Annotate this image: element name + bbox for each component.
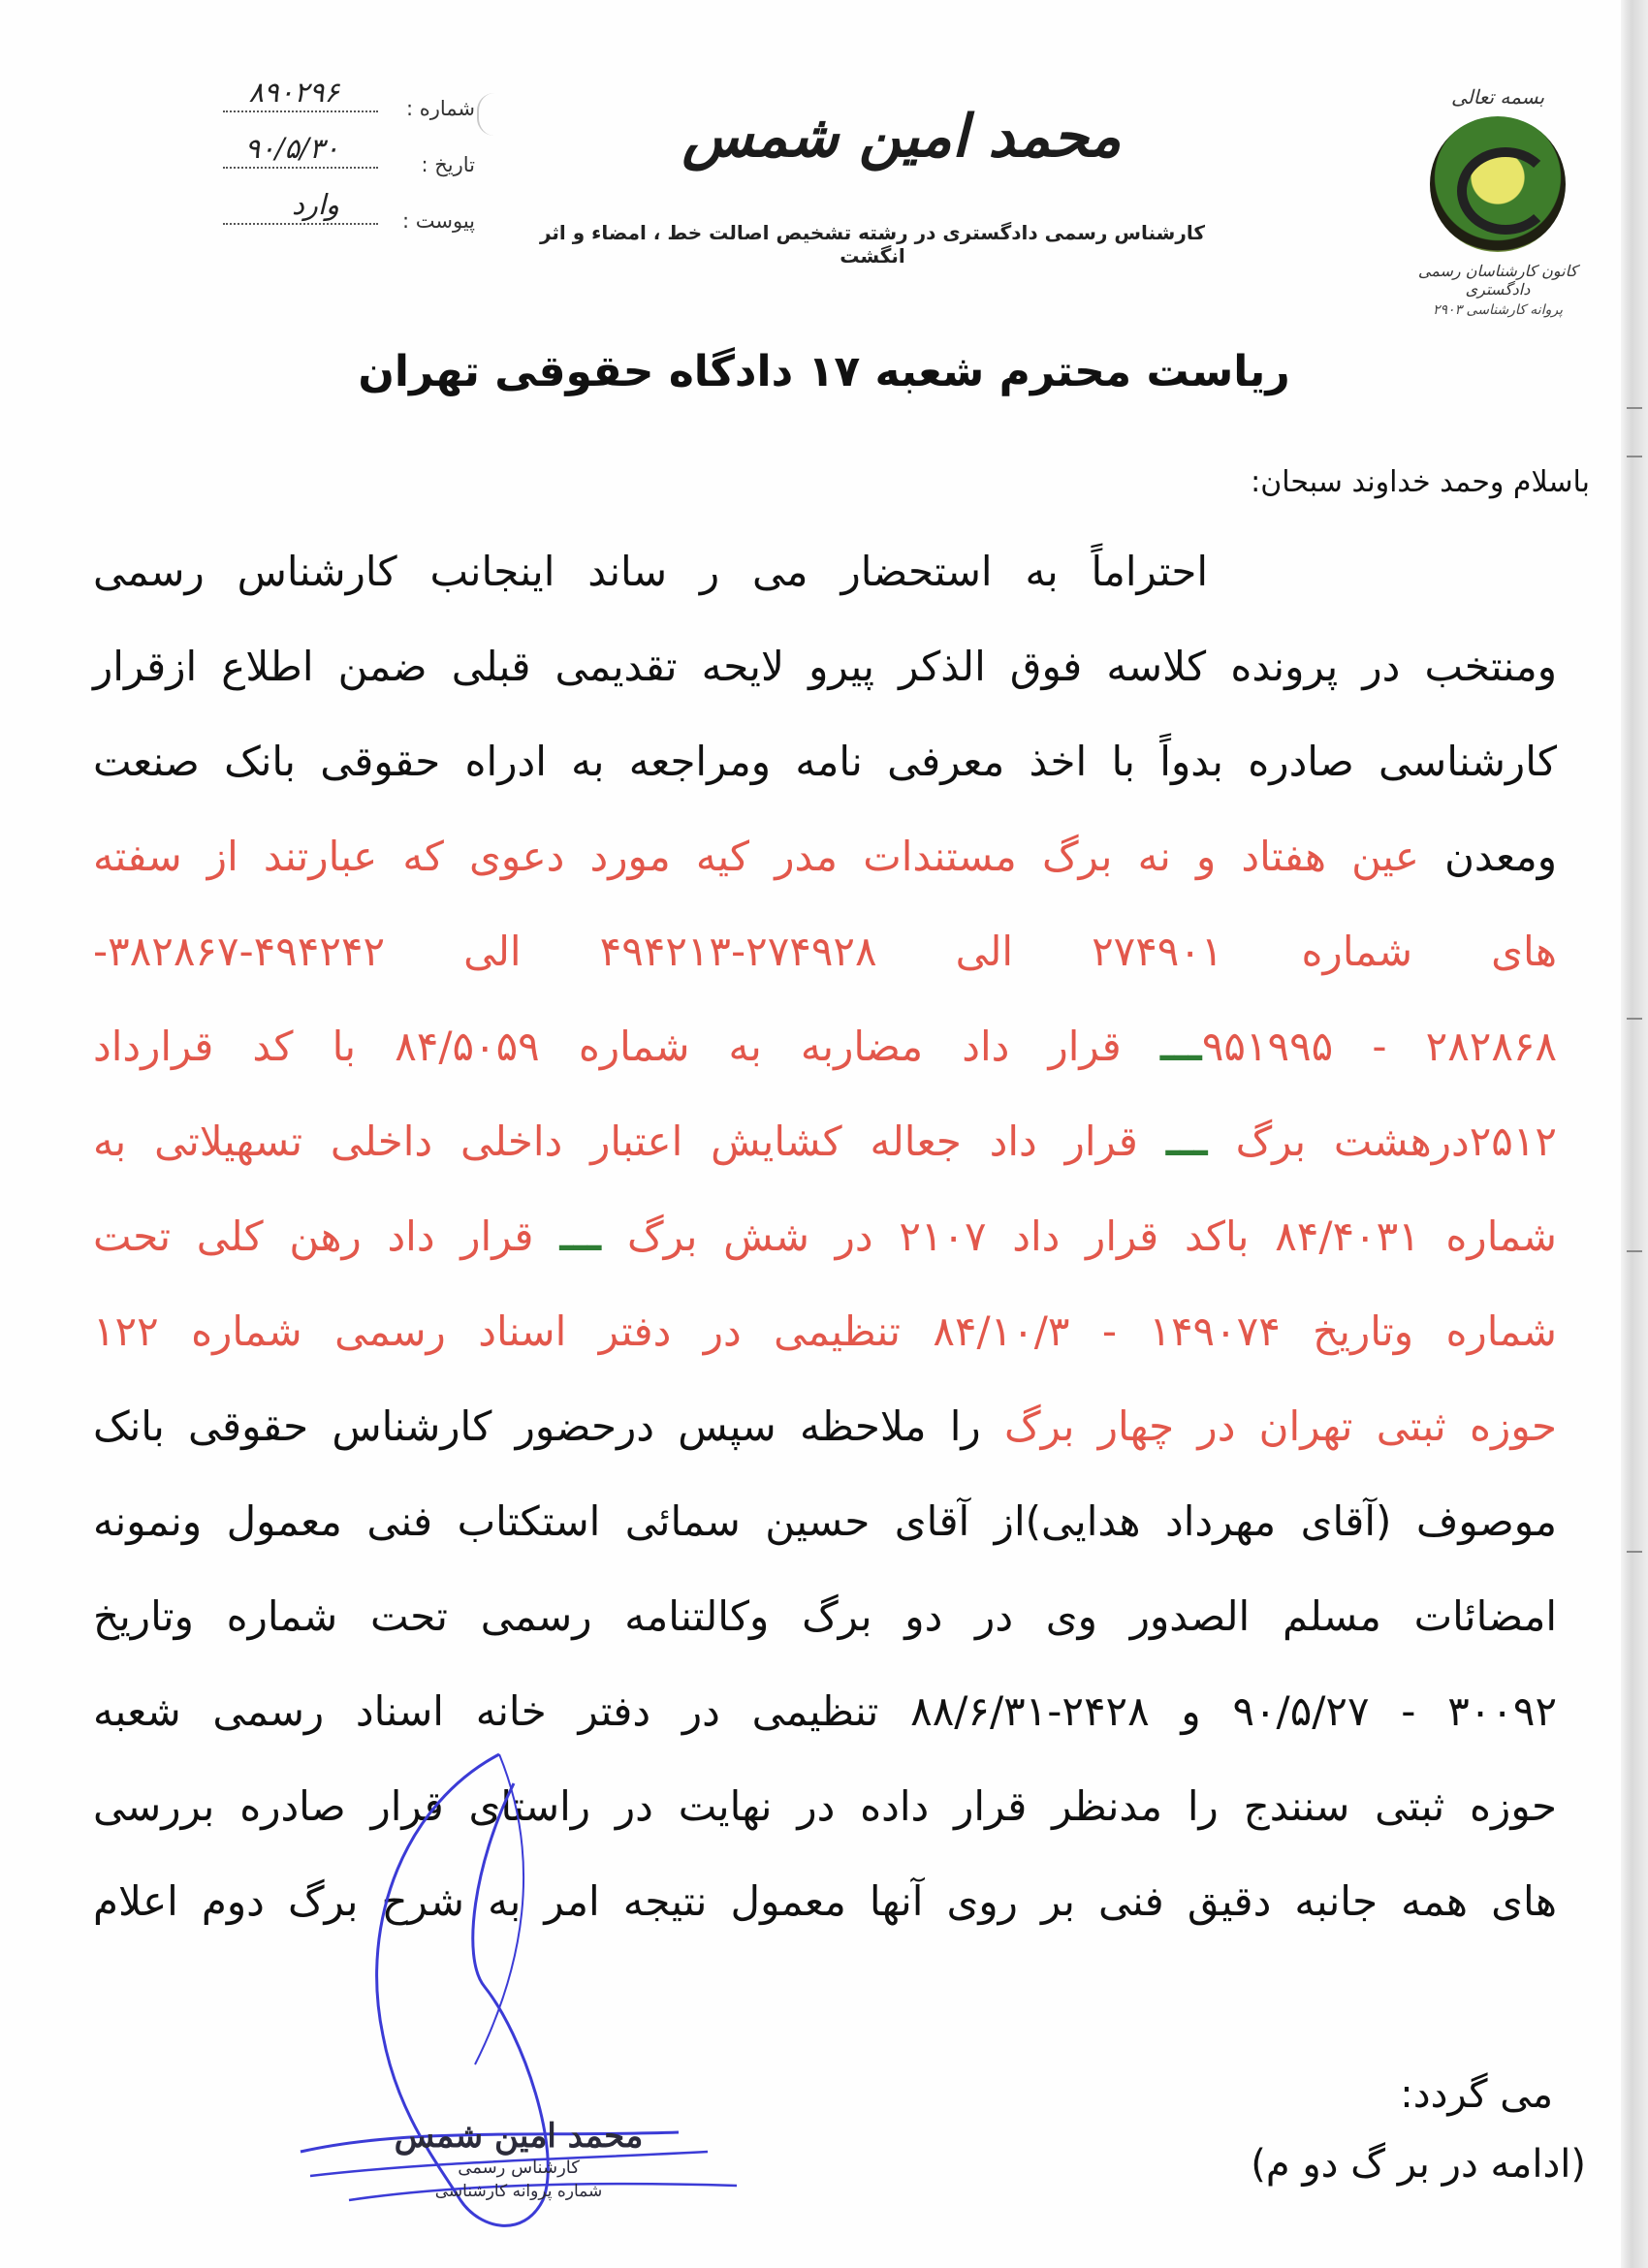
scan-edge-mark — [1627, 456, 1642, 457]
dotted-line — [223, 223, 378, 225]
body-line — [93, 1206, 1557, 1301]
highlighted-text: قرار داد رهن کلی تحت — [93, 1213, 534, 1260]
dash-mark: ـــ — [559, 1213, 602, 1260]
highlighted-text: ۲۸۲۸۶۸ - ۹۵۱۹۹۵ — [1201, 1023, 1558, 1070]
date-row — [184, 132, 475, 194]
date-value: ۹۰/۵/۳۰ — [244, 132, 339, 165]
emblem-mark — [1457, 147, 1554, 235]
scan-edge — [1621, 0, 1648, 2268]
signature-stroke — [475, 1754, 523, 2064]
logo-top-text: بسمه تعالی — [1450, 85, 1545, 109]
expert-stamp — [359, 2117, 679, 2201]
body-text: را ملاحظه سپس درحضور کارشناس حقوقی بانک — [93, 1402, 981, 1450]
date-label: تاریخ : — [421, 153, 475, 176]
body-text: احتراماً به استحضار می ر ساند اینجانب کارشناس رسمی — [93, 548, 1208, 595]
body-text: کارشناسی صادره بدواً با اخذ معرفی نامه ومراجعه به ادراه حقوقی بانک صنعت — [93, 738, 1557, 785]
body-text: ومنتخب در پرونده کلاسه فوق الذکر پیرو لایحه تقدیمی قبلی ضمن اطلاع ازقرار — [93, 643, 1557, 690]
body-line — [93, 1491, 1557, 1586]
body-line — [93, 1586, 1557, 1681]
expert-subtitle: کارشناس رسمی دادگستری در رشته تشخیص اصالت خط ، امضاء و اثر انگشت — [539, 221, 1205, 268]
association-logo — [1406, 85, 1590, 318]
continuation-note: (ادامه در بر گ دو م) — [1251, 2142, 1586, 2187]
stamp-name: محمد امین شمس — [394, 2117, 644, 2156]
scan-edge-mark — [1627, 407, 1642, 409]
expert-name-calligraphy: محمد امین شمس — [681, 103, 1122, 171]
stamp-title: کارشناس رسمی — [458, 2158, 580, 2178]
emblem-icon — [1430, 116, 1566, 252]
letter-heading: ریاست محترم شعبه ۱۷ دادگاه حقوقی تهران — [358, 347, 1290, 396]
scan-notch — [477, 93, 504, 136]
dash-mark: ـــ — [1159, 1023, 1202, 1070]
number-label: شماره : — [405, 97, 475, 120]
body-line — [93, 1396, 1557, 1491]
highlighted-text: حوزه ثبتی تهران در چهار برگ — [1003, 1402, 1557, 1450]
body-text: ومعدن — [1444, 833, 1558, 880]
body-text: موصوف (آقای مهرداد هدایی)از آقای حسین سمائی استکتاب فنی معمول ونمونه — [93, 1497, 1557, 1545]
body-line — [93, 1301, 1557, 1396]
attachment-label: پیوست : — [402, 209, 475, 233]
body-line — [93, 1111, 1557, 1206]
attachment-value: وارد — [292, 188, 339, 221]
highlighted-text: قرار داد مضاربه به شماره ۸۴/۵۰۵۹ با کد قرارداد — [93, 1023, 1122, 1070]
stamp-license: شماره پروانه کارشناسی — [434, 2182, 603, 2201]
dotted-line — [223, 167, 378, 169]
letter-meta — [184, 76, 475, 250]
body-line — [93, 541, 1557, 636]
number-row — [184, 76, 475, 138]
body-text: امضائات مسلم الصدور وی در دو برگ وکالتنامه رسمی تحت شماره وتاریخ — [93, 1592, 1557, 1640]
highlighted-text: شماره وتاریخ ۱۴۹۰۷۴ - ۸۴/۱۰/۳ تنظیمی در دفتر اسناد رسمی شماره ۱۲۲ — [93, 1307, 1557, 1355]
number-value: ۸۹۰۲۹۶ — [248, 76, 339, 109]
body-line — [93, 731, 1557, 826]
greeting: باسلام وحمد خداوند سبحان: — [1251, 465, 1590, 499]
scan-edge-mark — [1627, 1551, 1642, 1553]
highlighted-text: ۲۵۱۲درهشت برگ — [1235, 1118, 1557, 1165]
logo-license: پروانه کارشناسی ۲۹۰۳ — [1433, 302, 1563, 318]
dash-mark: ـــ — [1165, 1118, 1208, 1165]
scan-edge-mark — [1627, 1018, 1642, 1020]
dotted-line — [223, 110, 378, 112]
body-text: حوزه ثبتی سنندج را مدنظر قرار داده در نهایت در راستای قرار صادره بررسی — [93, 1782, 1557, 1830]
highlighted-text: عین هفتاد و نه برگ مستندات مدر کیه مورد دعوی که عبارتند از سفته — [93, 833, 1419, 880]
highlighted-text: قرار داد جعاله کشایش اعتبار داخلی داخلی تسهیلاتی به — [93, 1118, 1138, 1165]
body-line — [93, 921, 1557, 1016]
scan-edge-mark — [1627, 1250, 1642, 1252]
body-line — [93, 636, 1557, 731]
body-text: های همه جانبه دقیق فنی بر روی آنها معمول نتیجه امر به شرح برگ دوم اعلام — [93, 1877, 1557, 1925]
body-text: ۳۰۰۹۲ - ۹۰/۵/۲۷ و ۲۴۲۸-۸۸/۶/۳۱ تنظیمی در دفتر خانه اسناد رسمی شعبه — [93, 1687, 1558, 1735]
body-line — [93, 826, 1557, 921]
highlighted-text: های شماره ۲۷۴۹۰۱ الی ۲۷۴۹۲۸-۴۹۴۲۱۳ الی ۴۹۴۲۴۲-۳۸۲۸۶۷- — [93, 928, 1557, 975]
logo-caption: کانون کارشناسان رسمی دادگستری — [1417, 262, 1578, 299]
body-line — [93, 1016, 1557, 1111]
attachment-row — [184, 188, 475, 250]
closing-line: می گردد: — [1400, 2072, 1553, 2117]
highlighted-text: شماره ۸۴/۴۰۳۱ باکد قرار داد ۲۱۰۷ در شش برگ — [627, 1213, 1557, 1260]
